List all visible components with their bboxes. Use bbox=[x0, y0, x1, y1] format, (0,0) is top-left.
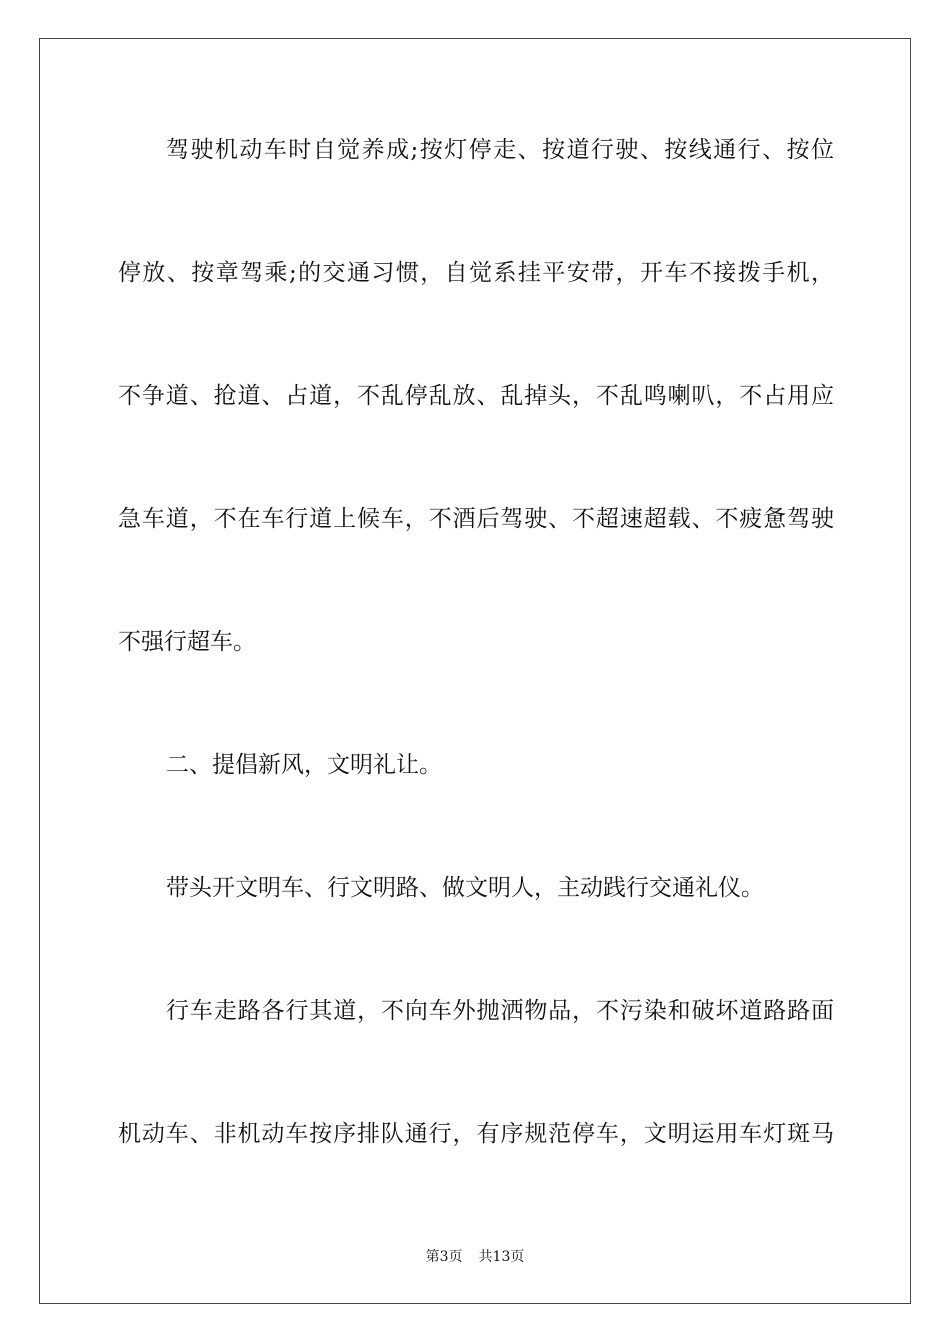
paragraph-line: 机动车、非机动车按序排队通行，有序规范停车，文明运用车灯斑马 bbox=[118, 1121, 834, 1147]
paragraph-line: 不争道、抢道、占道，不乱停乱放、乱掉头，不乱鸣喇叭，不占用应 bbox=[118, 383, 834, 409]
paragraph-line: 急车道，不在车行道上候车，不酒后驾驶、不超速超载、不疲惫驾驶 bbox=[118, 506, 834, 532]
paragraph-line: 驾驶机动车时自觉养成;按灯停走、按道行驶、按线通行、按位 bbox=[166, 137, 834, 163]
section-heading: 二、提倡新风，文明礼让。 bbox=[166, 752, 442, 778]
page-total: 共13页 bbox=[478, 1249, 525, 1265]
paragraph-line: 带头开文明车、行文明路、做文明人，主动践行交通礼仪。 bbox=[166, 875, 764, 901]
paragraph-line: 行车走路各行其道，不向车外抛洒物品，不污染和破坏道路路面 bbox=[166, 998, 834, 1024]
page-number: 第3页 bbox=[425, 1249, 463, 1265]
paragraph-line: 不强行超车。 bbox=[118, 629, 256, 655]
paragraph-line: 停放、按章驾乘;的交通习惯，自觉系挂平安带，开车不接拨手机， bbox=[118, 260, 834, 286]
page-footer bbox=[0, 1246, 950, 1266]
